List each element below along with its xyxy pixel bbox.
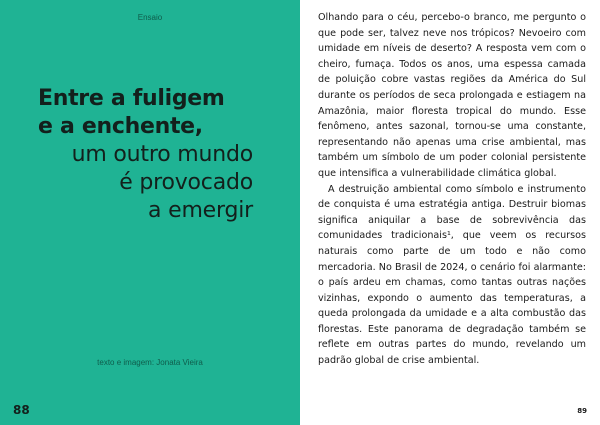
section-label: Ensaio [137,13,163,22]
author-credit: texto e imagem: Jonata Vieira [97,358,203,367]
title-line-1: Entre a fuligem [38,86,225,111]
page-number-left: 88 [13,403,30,417]
body-text [318,10,586,369]
paragraph-1: Olhando para o céu, percebo-o branco, me pergunto o que pode ser, talvez neve nos trópicos? Nevoeiro com umidade em níveis de deserto? A resposta vem com o cheiro, fumaça. Todos os anos, uma espessa camada de poluição cobre vastas regiões da América do Sul durante os períodos de seca prolongada e estiagem na Amazônia, maior floresta tropical do mundo. Esse fenômeno, antes sazonal, tornou-se uma constante, representando não apenas uma crise ambiental, mas também um símbolo de um poder colonial persistente que intensifica a vulnerabilidade climática global. [318,12,586,179]
title-line-2: e a enchente, [38,114,203,139]
title-line-4: é provocado [119,170,253,195]
title-line-3: um outro mundo [71,142,253,167]
essay-title [38,85,253,225]
title-line-5: a emergir [148,198,253,223]
right-page [300,0,600,425]
paragraph-2: A destruição ambiental como símbolo e instrumento de conquista é uma estratégia antiga. Destruir biomas significa aniquilar a base de sobrevivência das comunidades tradicionais¹, que veem os recursos naturais como parte de um todo e não como mercadoria. No Brasil de 2024, o cenário foi alarmante: o país ardeu em chamas, como tantas outras nações vizinhas, expondo o aumento das temperaturas, a queda prolongada da umidade e a alta combustão das florestas. Este panorama de degradação também se reflete em outras partes do mundo, revelando um padrão global de crise ambiental. [318,183,586,367]
page-number-right: 89 [577,407,587,415]
